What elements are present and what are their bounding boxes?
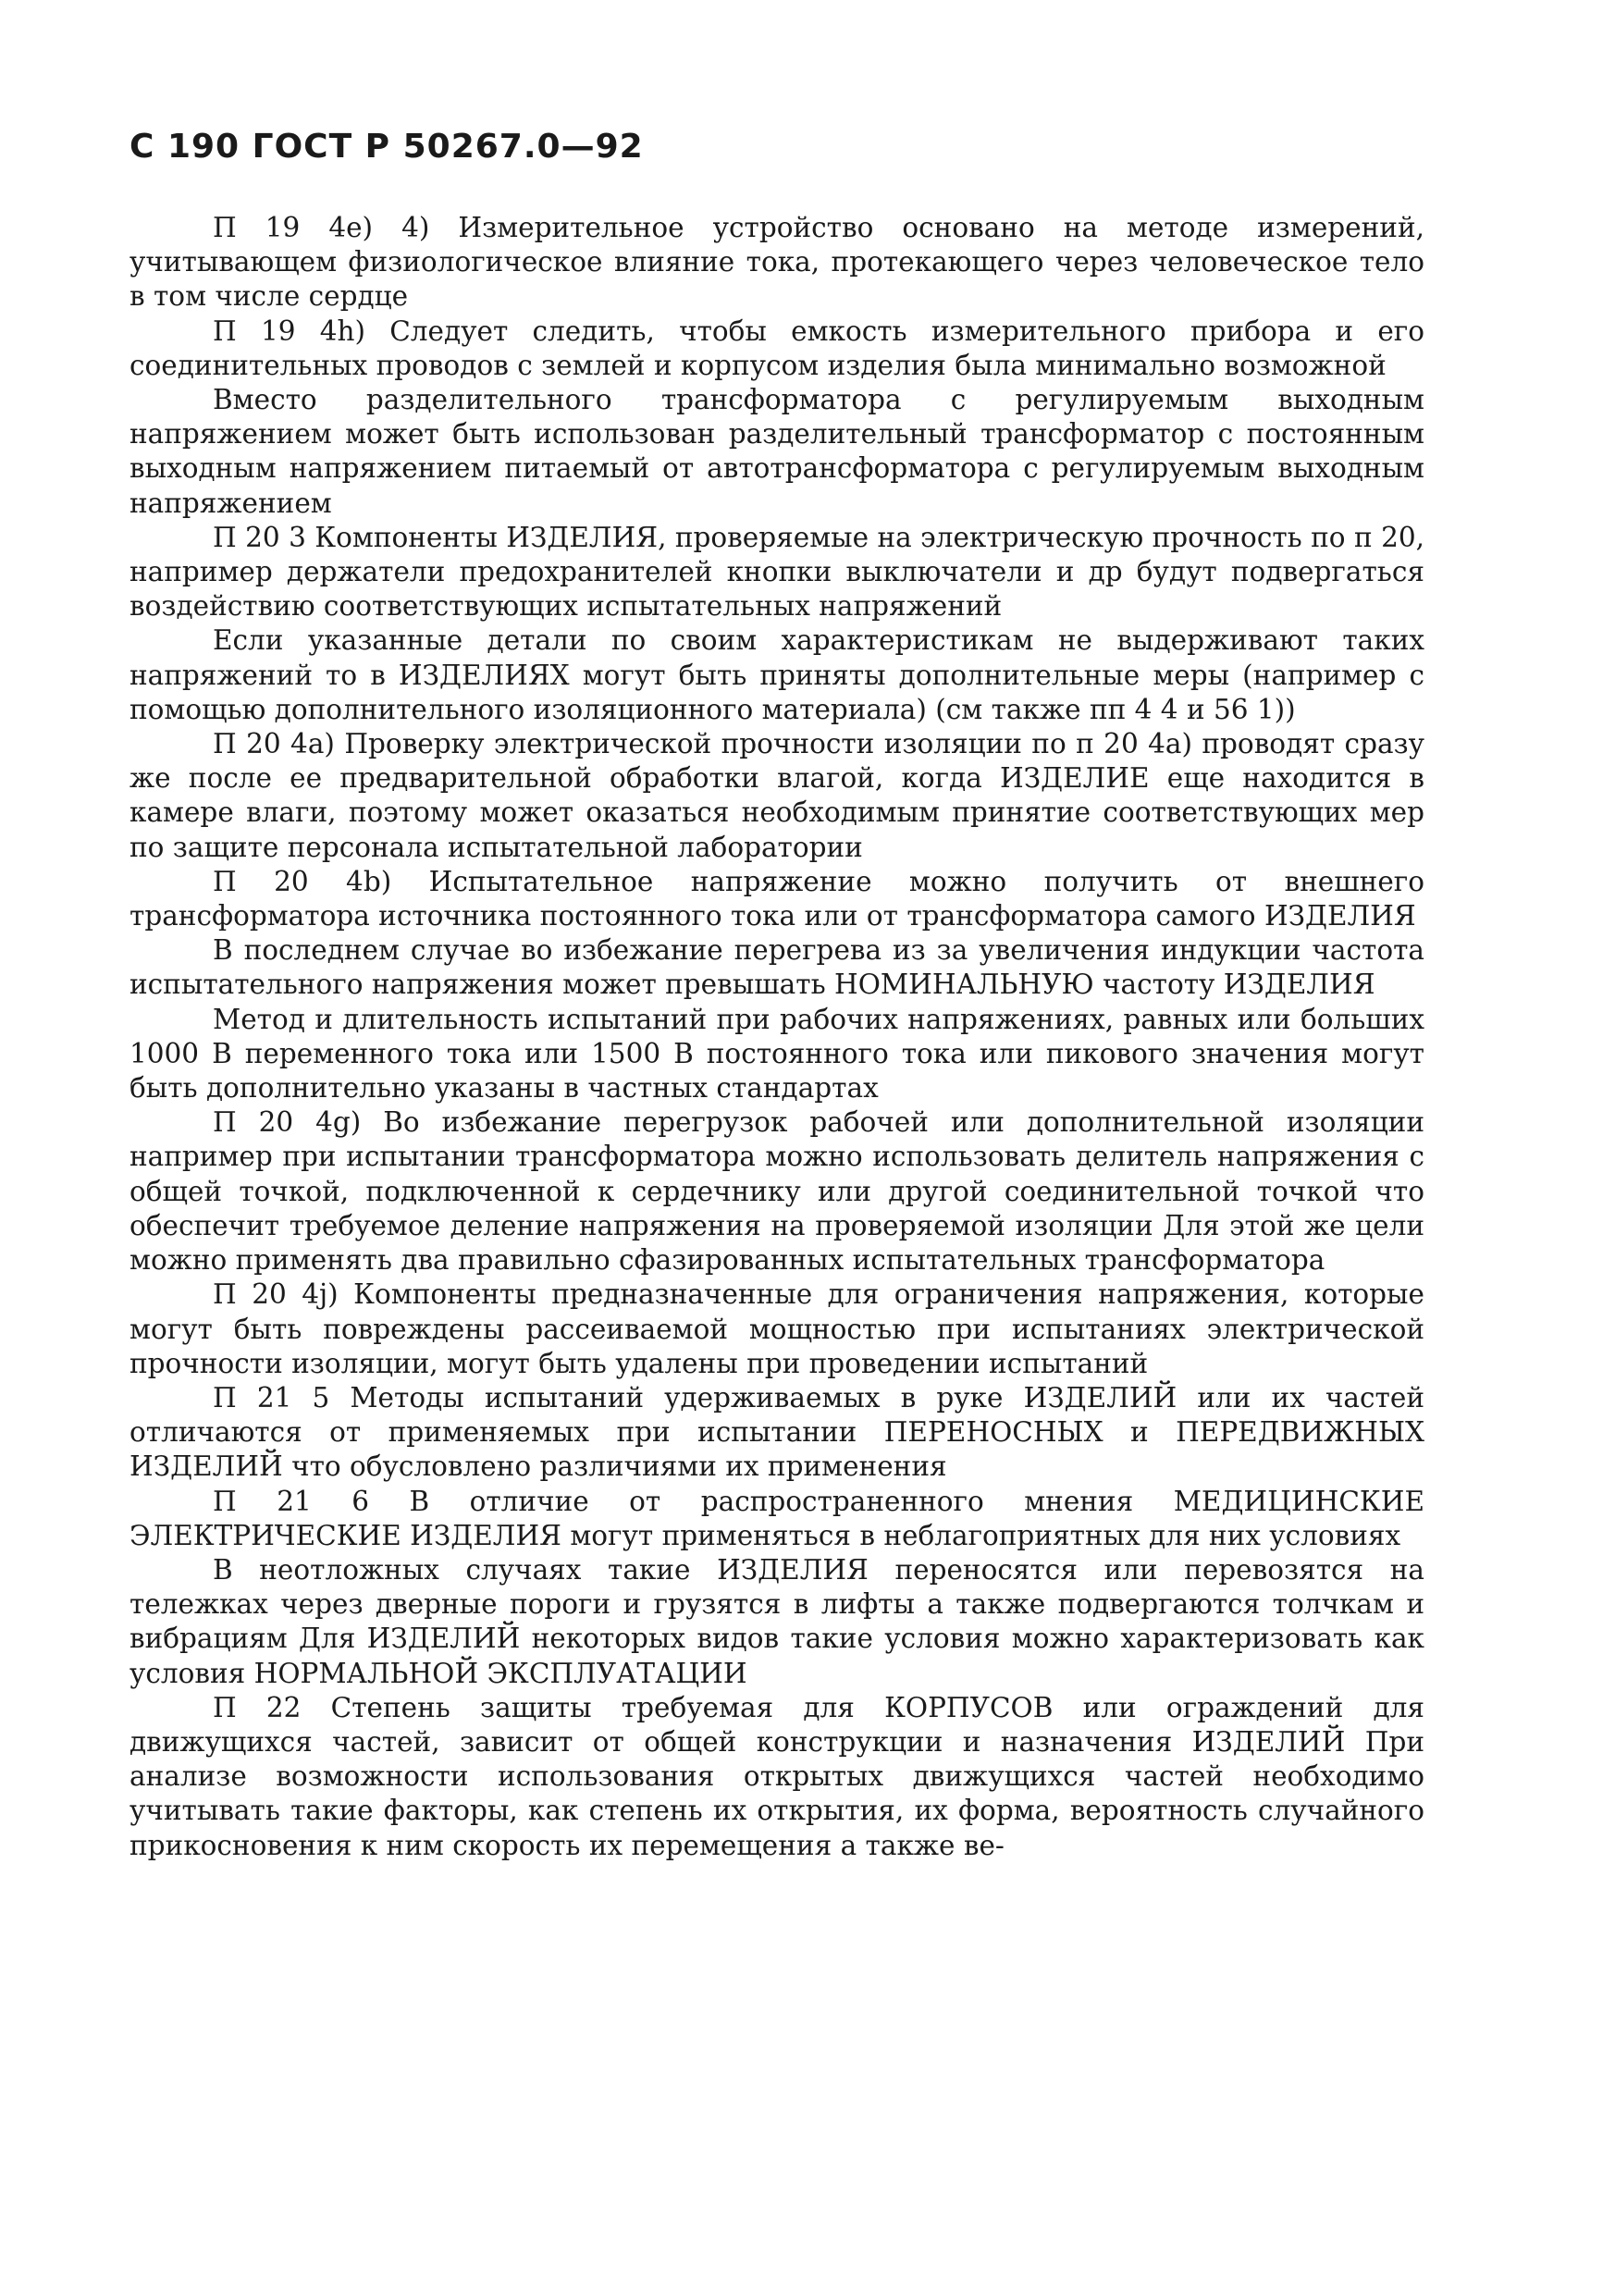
page-header: С 190 ГОСТ Р 50267.0—92 — [129, 128, 644, 166]
paragraph: П 19 4е) 4) Измерительное устройство основано на методе измерений, учитывающем физиологическое влияние тока, протекающего через человеческое тело в том числе сердце — [129, 212, 1424, 313]
paragraph: П 22 Степень защиты требуемая для КОРПУСОВ или ограждений для движущихся частей, зависит от общей конструкции и назначения ИЗДЕЛИЙ При анализе возможности использования открытых движущихся частей необходимо учитывать такие факторы, как степень их открытия, их форма, вероятность случайного прикосновения к ним скорость их перемещения а также ве- — [129, 1691, 1424, 1861]
paragraph: Если указанные детали по своим характеристикам не выдерживают таких напряжений то в ИЗДЕЛИЯХ могут быть приняты дополнительные меры (например с помощью дополнительного изоляционного материала) (см также пп 4 4 и 56 1)) — [129, 624, 1424, 725]
paragraph: Вместо разделительного трансформатора с регулируемым выходным напряжением может быть использован разделительный трансформатор с постоянным выходным напряжением питаемый от автотрансформатора с регулируемым выходным напряжением — [129, 384, 1424, 519]
paragraph: Метод и длительность испытаний при рабочих напряжениях, равных или больших 1000 В переменного тока или 1500 В постоянного тока или пикового значения могут быть дополнительно указаны в частных стандартах — [129, 1003, 1424, 1105]
paragraph: П 20 4а) Проверку электрической прочности изоляции по п 20 4а) проводят сразу же после ее предварительной обработки влагой, когда ИЗДЕЛИЕ еще находится в камере влаги, поэтому может оказаться необходимым принятие соответствующих мер по защите персонала испытательной лаборатории — [129, 728, 1424, 863]
paragraph: В последнем случае во избежание перегрева из за увеличения индукции частота испытательного напряжения может превышать НОМИНАЛЬНУЮ частоту ИЗДЕЛИЯ — [129, 934, 1424, 1001]
paragraph: В неотложных случаях такие ИЗДЕЛИЯ переносятся или перевозятся на тележках через дверные пороги и грузятся в лифты а также подвергаются толчкам и вибрациям Для ИЗДЕЛИЙ некоторых видов такие условия можно характеризовать как условия НОРМАЛЬНОЙ ЭКСПЛУАТАЦИИ — [129, 1553, 1424, 1689]
paragraph: П 19 4h) Следует следить, чтобы емкость измерительного прибора и его соединительных проводов с землей и корпусом изделия была минимально возможной — [129, 315, 1424, 381]
paragraph: П 20 4g) Во избежание перегрузок рабочей или дополнительной изоляции например при испытании трансформатора можно использовать делитель напряжения с общей точкой, подключенной к сердечнику или другой соединительной точкой что обеспечит требуемое деление напряжения на проверяемой изоляции Для этой же цели можно применять два правильно сфазированных испытательных трансформатора — [129, 1106, 1424, 1277]
document-body — [129, 211, 1424, 1863]
paragraph: П 20 3 Компоненты ИЗДЕЛИЯ, проверяемые на электрическую прочность по п 20, например держатели предохранителей кнопки выключатели и др будут подвергаться воздействию соответствующих испытательных напряжений — [129, 521, 1424, 623]
paragraph: П 21 5 Методы испытаний удерживаемых в руке ИЗДЕЛИЙ или их частей отличаются от применяемых при испытании ПЕРЕНОСНЫХ и ПЕРЕДВИЖНЫХ ИЗДЕЛИЙ что обусловлено различиями их применения — [129, 1381, 1424, 1483]
paragraph: П 21 6 В отличие от распространенного мнения МЕДИЦИНСКИЕ ЭЛЕКТРИЧЕСКИЕ ИЗДЕЛИЯ могут применяться в неблагоприятных для них условиях — [129, 1485, 1424, 1551]
paragraph: П 20 4b) Испытательное напряжение можно получить от внешнего трансформатора источника постоянного тока или от трансформатора самого ИЗДЕЛИЯ — [129, 865, 1424, 932]
paragraph: П 20 4j) Компоненты предназначенные для ограничения напряжения, которые могут быть повреждены рассеиваемой мощностью при испытаниях электрической прочности изоляции, могут быть удалены при проведении испытаний — [129, 1278, 1424, 1379]
